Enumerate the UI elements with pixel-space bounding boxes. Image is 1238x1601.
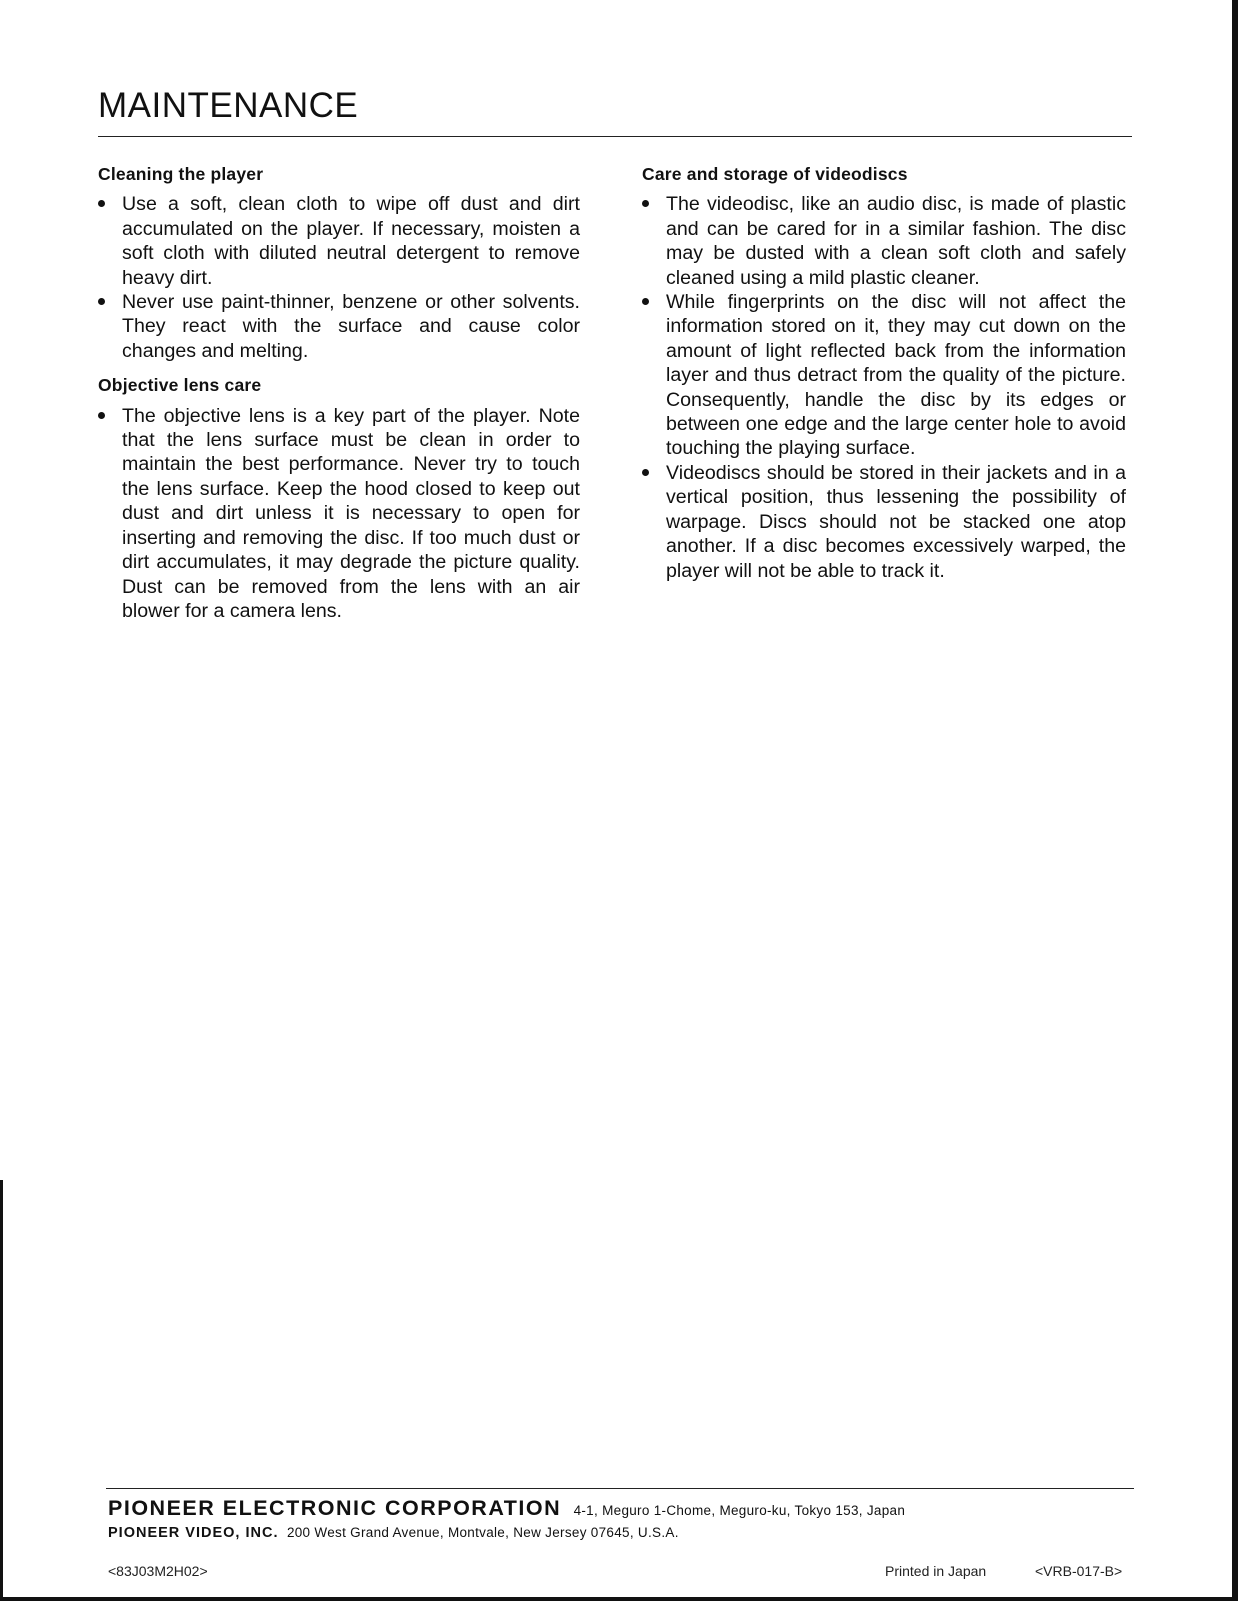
cleaning-player-list (98, 192, 580, 363)
list-item: Videodiscs should be stored in their jackets and in a vertical position, thus lessening the possibility of warpage. Discs should not be stacked one atop another. If a disc becomes excessively warped, the player will not be able to track it. (642, 461, 1126, 583)
subsidiary-address: 200 West Grand Avenue, Montvale, New Jersey 07645, U.S.A. (286, 1525, 679, 1540)
list-item: The objective lens is a key part of the player. Note that the lens surface must be clean in order to maintain the best performance. Never try to touch the lens surface. Keep the hood closed to keep out dust and dirt unless it is necessary to open for inserting and removing the disc. If too much dust or dirt accumulates, it may degrade the picture quality. Dust can be removed from the lens with an air blower for a camera lens. (98, 404, 580, 624)
videodisc-care-list (642, 192, 1126, 583)
corporation-name: PIONEER ELECTRONIC CORPORATION (108, 1496, 562, 1520)
section-heading-cleaning-player: Cleaning the player (98, 164, 264, 184)
scan-edge-left (0, 1180, 3, 1601)
corporation-address: 4-1, Meguro 1-Chome, Meguro-ku, Tokyo 153, Japan (573, 1503, 906, 1518)
section-heading-videodisc-care: Care and storage of videodiscs (642, 164, 908, 184)
section-heading-objective-lens: Objective lens care (98, 375, 262, 396)
corporation-line (108, 1496, 905, 1521)
document-code: <83J03M2H02> (108, 1563, 208, 1579)
printed-in-label: Printed in Japan (885, 1563, 987, 1579)
left-column (98, 162, 580, 633)
title-divider (98, 136, 1132, 137)
right-column (642, 162, 1126, 593)
model-code: <VRB-017-B> (1035, 1563, 1123, 1579)
list-item: Use a soft, clean cloth to wipe off dust and dirt accumulated on the player. If necessary, moisten a soft cloth with diluted neutral detergent to remove heavy dirt. (98, 192, 580, 290)
objective-lens-list (98, 404, 580, 624)
footer-divider (106, 1488, 1134, 1489)
scan-edge-bottom (0, 1597, 1238, 1601)
list-item: While fingerprints on the disc will not affect the information stored on it, they may cut down on the amount of light reflected back from the information layer and thus detract from the quality of the picture. Consequently, handle the disc by its edges or between one edge and the large center hole to avoid touching the playing surface. (642, 290, 1126, 461)
list-item: The videodisc, like an audio disc, is made of plastic and can be cared for in a similar fashion. The disc may be dusted with a clean soft cloth and safely cleaned using a mild plastic cleaner. (642, 192, 1126, 290)
list-item: Never use paint-thinner, benzene or other solvents. They react with the surface and cause color changes and melting. (98, 290, 580, 363)
subsidiary-name: PIONEER VIDEO, INC. (108, 1525, 279, 1541)
scan-edge-right (1232, 0, 1238, 1601)
subsidiary-line (108, 1524, 679, 1542)
page-title: MAINTENANCE (98, 86, 359, 125)
